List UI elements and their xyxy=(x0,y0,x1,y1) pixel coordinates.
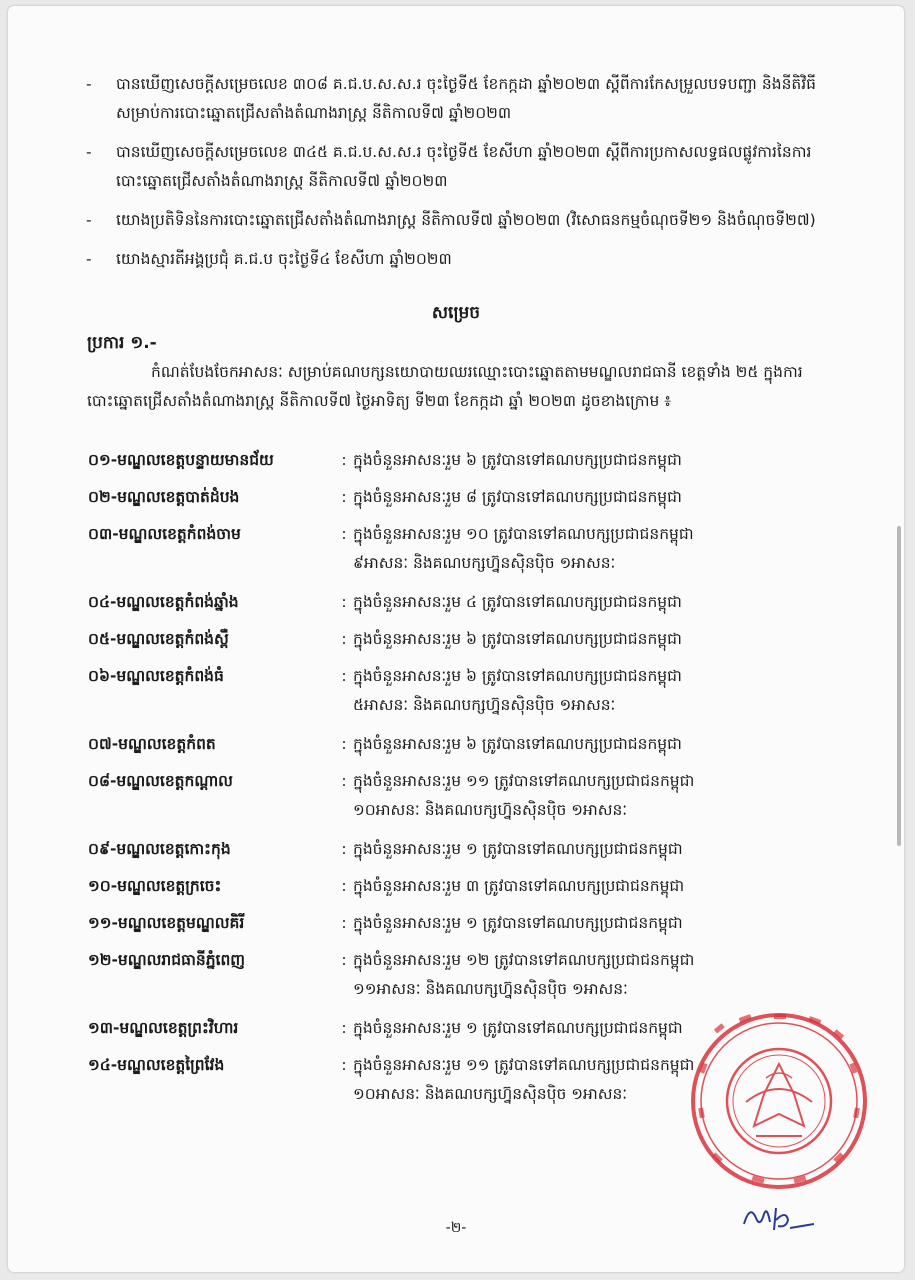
seat-allocation-row xyxy=(88,588,828,617)
allocation-line: ក្នុងចំនួនអាសនៈរួម ១១ ត្រូវបានទៅគណបក្សប្រជាជនកម្ពុជា xyxy=(353,772,695,790)
reference-text: បានឃើញសេចក្ដីសម្រេចលេខ ៣៤៥ គ.ជ.ប.ស.ស.រ ចុះថ្ងៃទី៥ ខែសីហា ឆ្នាំ២០២៣ ស្ដីពីការប្រកាសលទ្ធផលផ្លូវការនៃការបោះឆ្នោតជ្រើសតាំងតំណាងរាស្ត្រ នីតិកាលទី៧ ឆ្នាំ២០២៣ xyxy=(116,143,812,190)
separator-colon: : xyxy=(341,914,347,932)
scrollbar[interactable] xyxy=(897,526,901,846)
seat-allocation-row xyxy=(88,730,828,759)
document-page xyxy=(8,6,904,1272)
constituency-label: ០៩-មណ្ឌលខេត្តកោះកុង xyxy=(88,840,231,858)
seat-allocation-text xyxy=(353,662,828,720)
separator-colon: : xyxy=(341,772,347,790)
bullet-dash: - xyxy=(86,250,92,268)
reference-item xyxy=(86,70,824,128)
allocation-line: ក្នុងចំនួនអាសនៈរួម ១ ត្រូវបានទៅគណបក្សប្រជាជនកម្ពុជា xyxy=(353,914,683,932)
constituency-label: ១៣-មណ្ឌលខេត្តព្រះវិហារ xyxy=(88,1019,239,1037)
page-number: -២- xyxy=(445,1220,467,1236)
reference-text: បានឃើញសេចក្ដីសម្រេចលេខ ៣០៨ គ.ជ.ប.ស.ស.រ ចុះថ្ងៃទី៥ ខែកក្កដា ឆ្នាំ២០២៣ ស្ដីពីការកែសម្រួលបទបញ្ជា និងនីតិវិធីសម្រាប់ការបោះឆ្នោតជ្រើសតាំងតំណាងរាស្ត្រ នីតិកាលទី៧ ឆ្នាំ២០២៣ xyxy=(116,75,817,122)
seat-allocation-text xyxy=(353,483,828,512)
constituency-label: ១៤-មណ្ឌលខេត្តព្រៃវែង xyxy=(88,1056,225,1074)
seat-allocation-text xyxy=(353,446,828,475)
constituency-label: ១០-មណ្ឌលខេត្តក្រចេះ xyxy=(88,877,222,895)
constituency-label: ១១-មណ្ឌលខេត្តមណ្ឌលគិរី xyxy=(88,914,245,932)
constituency-label: ០៥-មណ្ឌលខេត្តកំពង់ស្ពឺ xyxy=(88,630,229,648)
constituency-label: ០៧-មណ្ឌលខេត្តកំពត xyxy=(88,735,216,753)
article-label: ប្រការ ១.- xyxy=(87,333,157,353)
allocation-line: ក្នុងចំនួនអាសនៈរួម ៤ ត្រូវបានទៅគណបក្សប្រជាជនកម្ពុជា xyxy=(353,593,682,611)
allocation-line: ក្នុងចំនួនអាសនៈរួម ៦ ត្រូវបានទៅគណបក្សប្រជាជនកម្ពុជា xyxy=(353,735,682,753)
allocation-line: ក្នុងចំនួនអាសនៈរួម ១ ត្រូវបានទៅគណបក្សប្រជាជនកម្ពុជា xyxy=(353,840,683,858)
seat-allocation-text xyxy=(353,767,828,825)
separator-colon: : xyxy=(341,593,347,611)
constituency-label: ០៣-មណ្ឌលខេត្តកំពង់ចាម xyxy=(88,525,241,543)
allocation-line: ក្នុងចំនួនអាសនៈរួម ១២ ត្រូវបានទៅគណបក្សប្រជាជនកម្ពុជា xyxy=(353,951,695,969)
allocation-line: ក្នុងចំនួនអាសនៈរួម ៦ ត្រូវបានទៅគណបក្សប្រជាជនកម្ពុជា xyxy=(353,451,682,469)
bullet-dash: - xyxy=(86,75,92,93)
constituency-label: ០១-មណ្ឌលខេត្តបន្ទាយមានជ័យ xyxy=(88,451,274,469)
separator-colon: : xyxy=(341,735,347,753)
separator-colon: : xyxy=(341,451,347,469)
official-seal-icon xyxy=(684,1006,874,1196)
seat-allocation-text xyxy=(353,730,828,759)
seat-allocation-text xyxy=(353,872,828,901)
allocation-line: ក្នុងចំនួនអាសនៈរួម ៣ ត្រូវបានទៅគណបក្សប្រជាជនកម្ពុជា xyxy=(353,877,685,895)
seat-allocation-text xyxy=(353,520,828,578)
allocation-line: ក្នុងចំនួនអាសនៈរួម ៦ ត្រូវបានទៅគណបក្សប្រជាជនកម្ពុជា xyxy=(353,630,682,648)
allocation-line: ក្នុងចំនួនអាសនៈរួម ១០ ត្រូវបានទៅគណបក្សប្រជាជនកម្ពុជា xyxy=(353,525,694,543)
allocation-line: ក្នុងចំនួនអាសនៈរួម ៨ ត្រូវបានទៅគណបក្សប្រជាជនកម្ពុជា xyxy=(353,488,682,506)
allocation-line: ១០អាសនៈ និងគណបក្សហ្វ៊ុនស៊ិនប៉ិច ១អាសនៈ xyxy=(353,801,628,819)
separator-colon: : xyxy=(341,630,347,648)
allocation-line: ក្នុងចំនួនអាសនៈរួម ១១ ត្រូវបានទៅគណបក្សប្រជាជនកម្ពុជា xyxy=(353,1056,695,1074)
seat-allocation-row xyxy=(88,625,828,654)
bullet-dash: - xyxy=(86,143,92,161)
seat-allocation-row xyxy=(88,520,828,578)
seat-allocation-row xyxy=(88,946,828,1004)
constituency-label: ០៦-មណ្ឌលខេត្តកំពង់ធំ xyxy=(88,667,224,685)
separator-colon: : xyxy=(341,525,347,543)
constituency-label: ១២-មណ្ឌលរាជធានីភ្នំពេញ xyxy=(88,951,246,969)
allocation-line: ក្នុងចំនួនអាសនៈរួម ៦ ត្រូវបានទៅគណបក្សប្រជាជនកម្ពុជា xyxy=(353,667,682,685)
constituency-label: ០២-មណ្ឌលខេត្តបាត់ដំបង xyxy=(88,488,240,506)
allocation-line: ក្នុងចំនួនអាសនៈរួម ១ ត្រូវបានទៅគណបក្សប្រជាជនកម្ពុជា xyxy=(353,1019,683,1037)
seat-allocation-row xyxy=(88,872,828,901)
seat-allocation-text xyxy=(353,909,828,938)
seat-allocation-row xyxy=(88,483,828,512)
seat-allocation-row xyxy=(88,835,828,864)
separator-colon: : xyxy=(341,1019,347,1037)
reference-item xyxy=(86,138,824,196)
separator-colon: : xyxy=(341,667,347,685)
reference-item xyxy=(86,206,824,235)
seat-allocation-row xyxy=(88,662,828,720)
seat-allocation-text xyxy=(353,625,828,654)
allocation-line: ១១អាសនៈ និងគណបក្សហ្វ៊ុនស៊ិនប៉ិច ១អាសនៈ xyxy=(353,980,628,998)
reference-list xyxy=(86,70,824,284)
reference-text: យោងប្រតិទិននៃការបោះឆ្នោតជ្រើសតាំងតំណាងរាស្ត្រ នីតិកាលទី៧ ឆ្នាំ២០២៣ (វិសោធនកម្មចំណុចទី២១ និងចំណុចទី២៧) xyxy=(116,211,816,229)
allocation-line: ៩អាសនៈ និងគណបក្សហ្វ៊ុនស៊ិនប៉ិច ១អាសនៈ xyxy=(353,554,616,572)
separator-colon: : xyxy=(341,877,347,895)
constituency-label: ០៨-មណ្ឌលខេត្តកណ្ដាល xyxy=(88,772,233,790)
seat-allocation-row xyxy=(88,909,828,938)
seat-allocation-text xyxy=(353,835,828,864)
separator-colon: : xyxy=(341,951,347,969)
separator-colon: : xyxy=(341,840,347,858)
seat-allocation-text xyxy=(353,588,828,617)
decision-heading: សម្រេច xyxy=(431,303,481,323)
seat-allocation-text xyxy=(353,946,828,1004)
reference-text: យោងស្មារតីអង្គប្រជុំ គ.ជ.ប ចុះថ្ងៃទី៤ ខែសីហា ឆ្នាំ២០២៣ xyxy=(116,250,452,268)
separator-colon: : xyxy=(341,488,347,506)
separator-colon: : xyxy=(341,1056,347,1074)
allocation-line: ១០អាសនៈ និងគណបក្សហ្វ៊ុនស៊ិនប៉ិច ១អាសនៈ xyxy=(353,1085,628,1103)
seat-allocation-row xyxy=(88,446,828,475)
constituency-label: ០៤-មណ្ឌលខេត្តកំពង់ឆ្នាំង xyxy=(88,593,239,611)
reference-item xyxy=(86,245,824,274)
seat-allocation-row xyxy=(88,767,828,825)
allocation-line: ៥អាសនៈ និងគណបក្សហ្វ៊ុនស៊ិនប៉ិច ១អាសនៈ xyxy=(353,696,616,714)
intro-paragraph: កំណត់បែងចែកអាសនៈ សម្រាប់គណបក្សនយោបាយឈរឈ្មោះបោះឆ្នោតតាមមណ្ឌលរាជធានី ខេត្តទាំង ២៥ ក្នុងការបោះឆ្នោតជ្រើសតាំងតំណាងរាស្ត្រ នីតិកាលទី៧ ថ្ងៃអាទិត្យ ទី២៣ ខែកក្កដា ឆ្នាំ ២០២៣ ដូចខាងក្រោម ៖ xyxy=(87,363,803,410)
bullet-dash: - xyxy=(86,211,92,229)
